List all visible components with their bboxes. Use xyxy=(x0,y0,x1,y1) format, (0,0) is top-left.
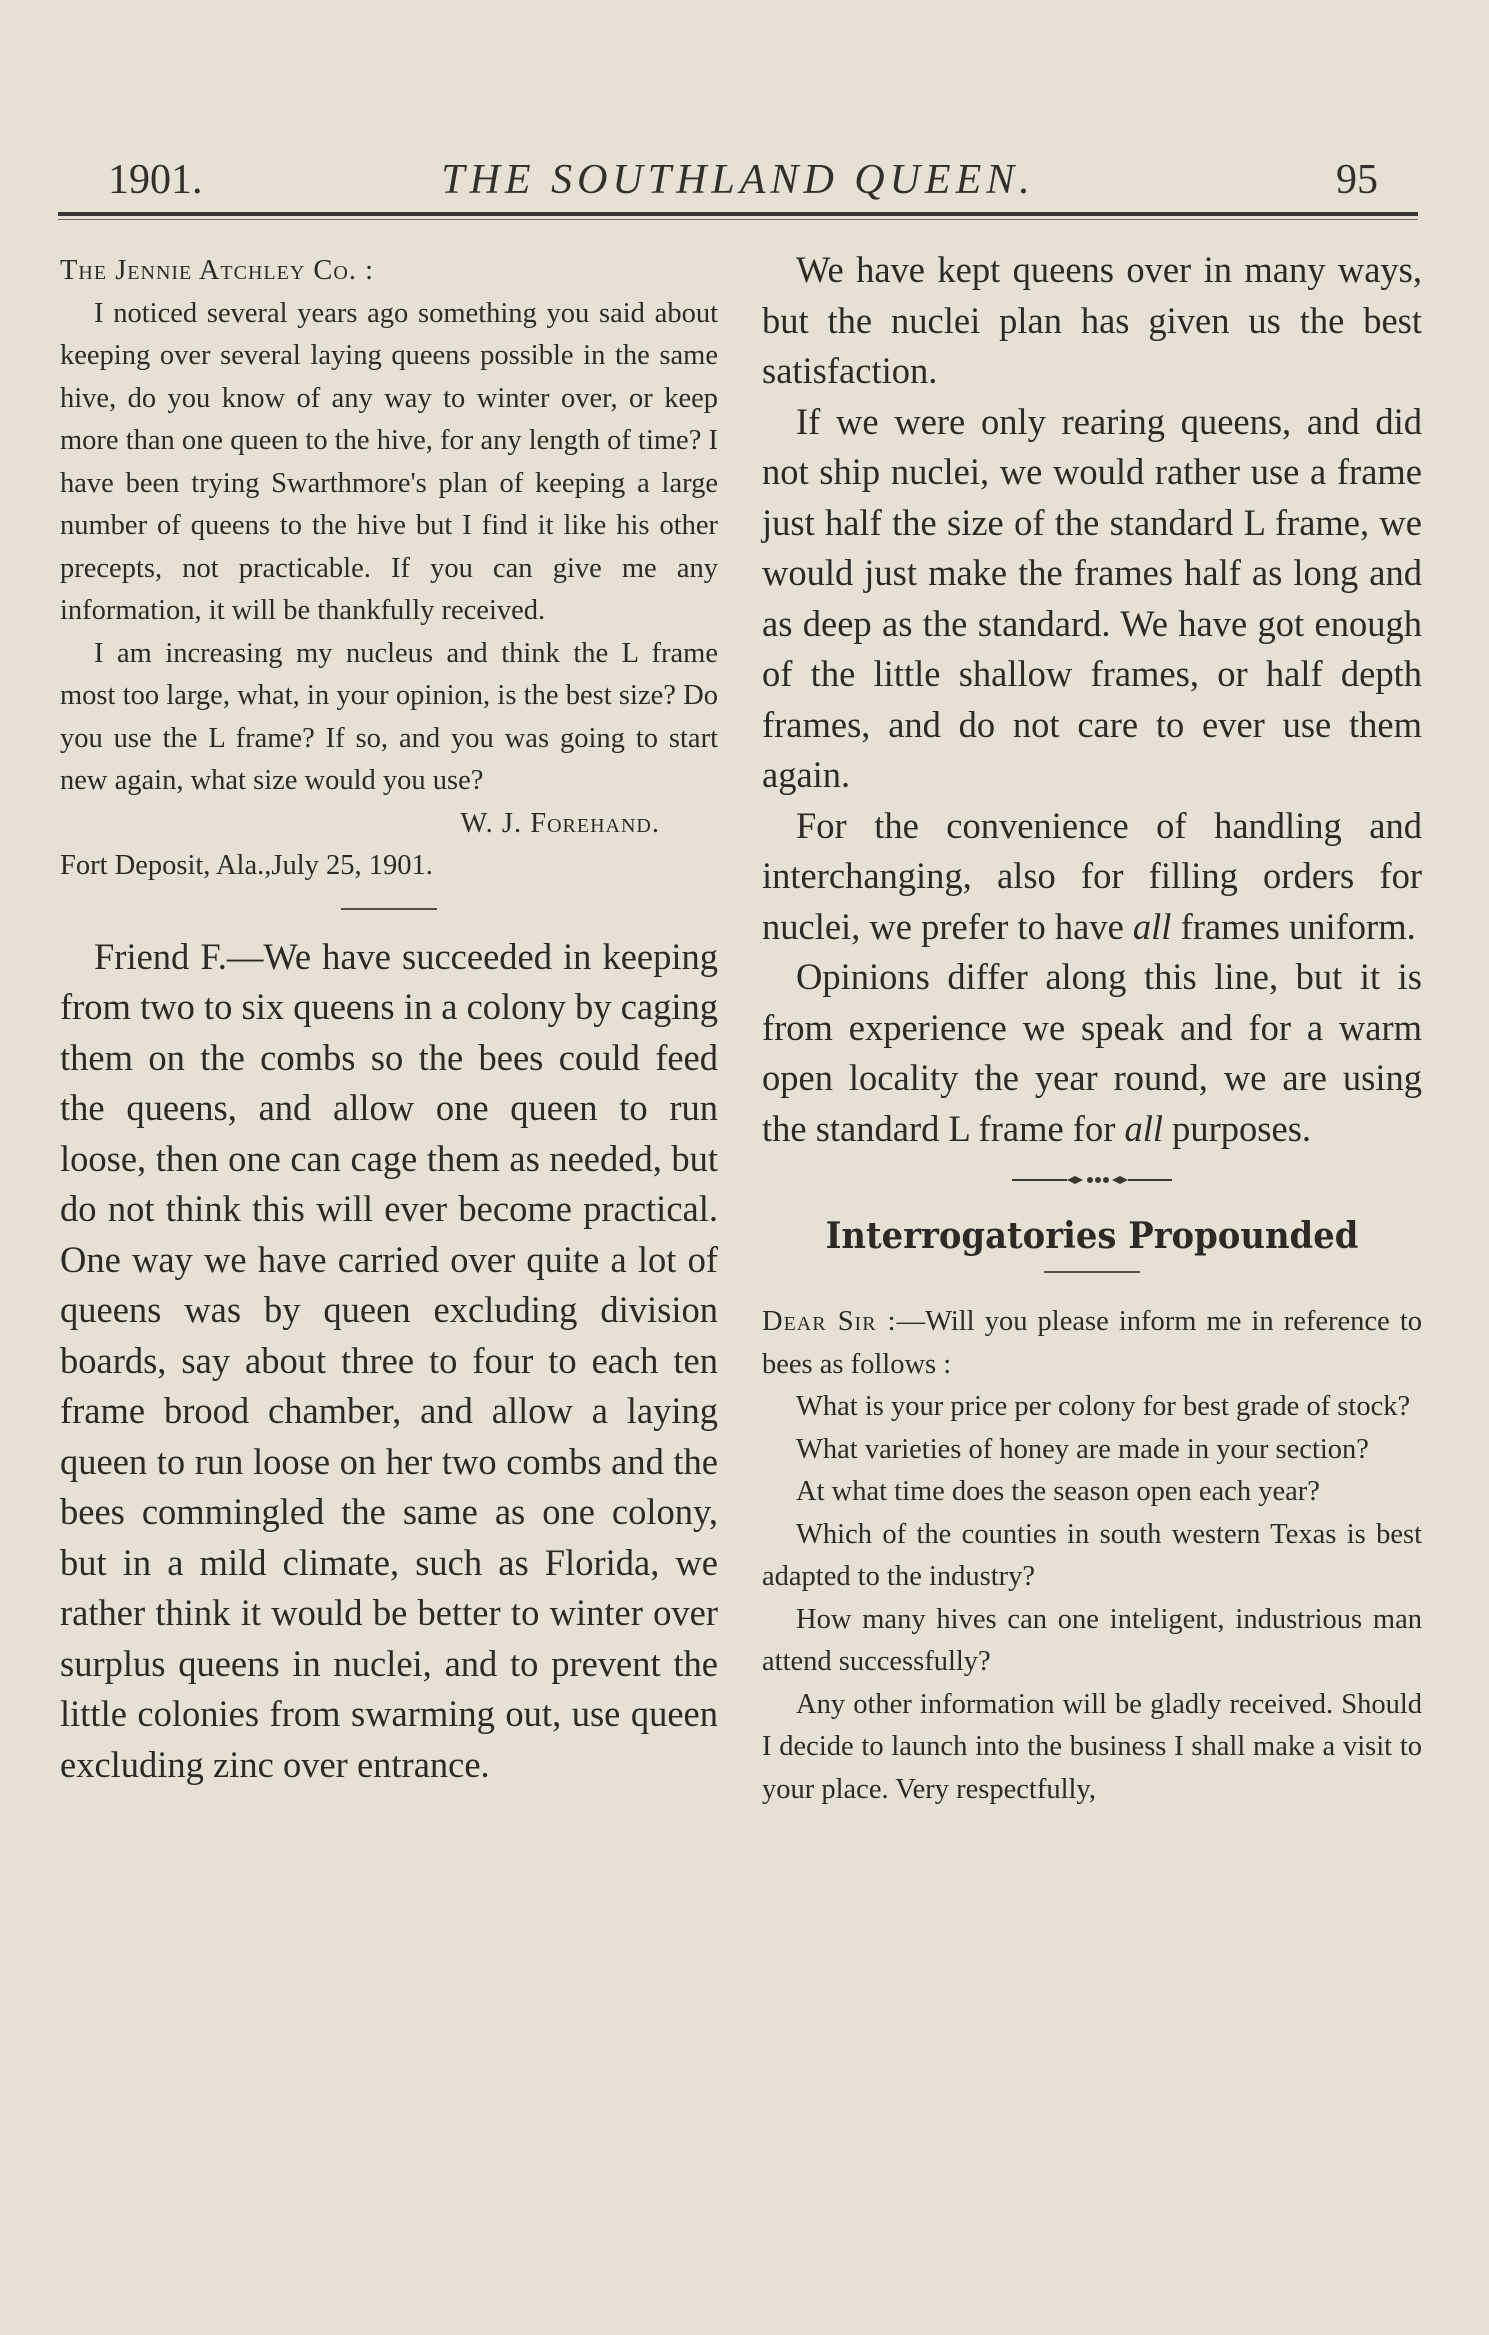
section-salutation: Dear Sir : xyxy=(762,1306,897,1337)
heading-rule xyxy=(1044,1271,1140,1273)
reply-paragraph: We have kept queens over in many ways, but the nuclei plan has given us the best satisfaction. xyxy=(762,249,1422,391)
question-item: How many hives can one inteligent, industrious man attend successfully? xyxy=(762,1603,1422,1677)
question-item: What varieties of honey are made in your section? xyxy=(796,1433,1369,1465)
text-run: purposes. xyxy=(1163,1107,1312,1149)
reply-paragraph: Friend F.—We have succeeded in keeping from two to six queens in a colony by caging them on the combs so the bees could feed the queens, and allow one queen to run loose, then one can cage them as needed, but do not think this will ever become practical. One way we have carried over quite a lot of queens was by queen excluding division boards, say about three to four to each ten frame brood chamber, and allow a laying queen to run loose on her two combs and the bees commingled the same as one colony, but in a mild climate, such as Florida, we rather think it would be better to winter over surplus queens in nuclei, and to prevent the little colonies from swarming out, use queen excluding zinc over entrance. xyxy=(60,935,718,1785)
letter-place-date: Fort Deposit, Ala.,July 25, 1901. xyxy=(60,850,433,881)
header-page-number: 95 xyxy=(1336,157,1378,203)
reply-paragraph xyxy=(762,801,1422,953)
reply-paragraph: If we were only rearing queens, and did not ship nuclei, we would rather use a frame just half the size of the standard L frame, we would just make the frames half as long and as deep as the standard. We have got enough of the little shallow frames, or half depth frames, and do not care to ever use them again. xyxy=(762,400,1422,795)
header-rule xyxy=(58,212,1418,216)
emphasis: all xyxy=(1132,905,1172,947)
ornament-divider xyxy=(762,1172,1422,1193)
text-run: For the convenience of handling and interchanging, also for filling orders for nuclei, we prefer to have xyxy=(762,804,1422,947)
letter-paragraph: I am increasing my nucleus and think the L frame most too large, what, in your opinion, is the best size? Do you use the L frame? If so, and you was going to start new again, what size would you use? xyxy=(60,637,718,796)
letter xyxy=(60,250,718,1790)
section-intro-text: —Will you please inform me in reference to bees as follows : xyxy=(762,1306,1422,1380)
letter-salutation: The Jennie Atchley Co. : xyxy=(60,255,375,286)
ornament-icon xyxy=(992,1172,1192,1188)
question-item: Which of the counties in south western Texas is best adapted to the industry? xyxy=(762,1518,1422,1592)
running-head xyxy=(58,150,1418,210)
emphasis: all xyxy=(1124,1107,1164,1149)
header-title: THE SOUTHLAND QUEEN. xyxy=(441,157,1035,203)
reply-paragraph xyxy=(762,952,1422,1154)
text-run: frames uniform. xyxy=(1171,905,1416,947)
reply-continued xyxy=(762,245,1422,1811)
header-rule-thin xyxy=(58,219,1418,220)
letter-signature: W. J. Forehand. xyxy=(460,807,660,839)
section-heading: Interrogatories Propounded xyxy=(825,1215,1359,1257)
question-item: At what time does the season open each year? xyxy=(796,1476,1320,1507)
section-intro xyxy=(762,1301,1422,1386)
question-item: What is your price per colony for best grade of stock? xyxy=(796,1391,1411,1422)
separator-rule xyxy=(341,908,437,910)
letter-paragraph: I noticed several years ago something you said about keeping over several laying queens possible in the same hive, do you know of any way to winter over, or keep more than one queen to the hive, for any length of time? I have been trying Swarthmore's plan of keeping a large number of queens to the hive but I find it like his other precepts, not practicable. If you can give me any information, it will be thankfully received. xyxy=(60,297,718,626)
text-run: Opinions differ along this line, but it is from experience we speak and for a warm open locality the year round, we are using the standard L frame for xyxy=(762,956,1422,1149)
question-item: Any other information will be gladly received. Should I decide to launch into the business I shall make a visit to your place. Very respectfully, xyxy=(762,1688,1422,1805)
header-year: 1901. xyxy=(108,157,203,203)
